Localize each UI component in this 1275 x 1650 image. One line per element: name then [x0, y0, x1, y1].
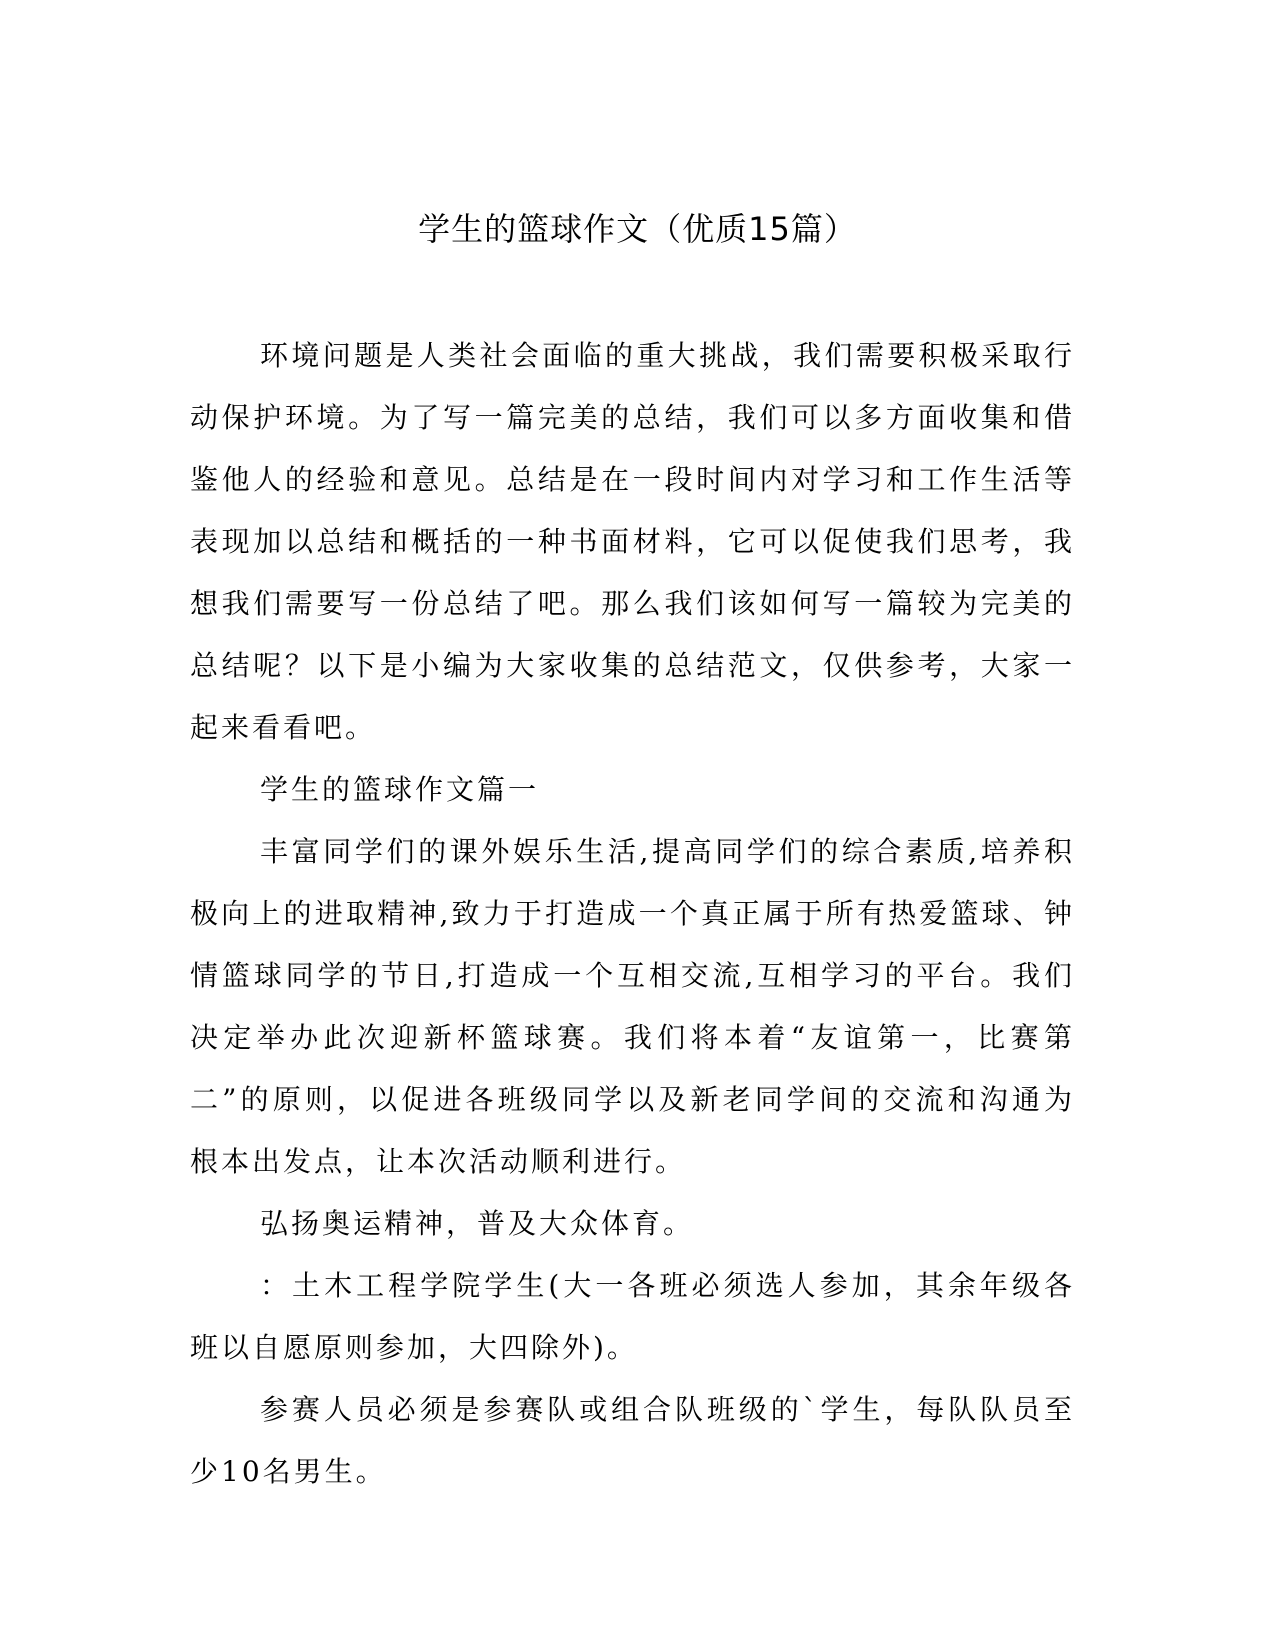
paragraph-requirements: 参赛人员必须是参赛队或组合队班级的`学生，每队队员至少10名男生。: [190, 1393, 1075, 1488]
section-heading: 学生的篮球作文篇一: [260, 773, 540, 806]
paragraph-intro: 环境问题是人类社会面临的重大挑战，我们需要积极采取行动保护环境。为了写一篇完美的总结，我们可以多方面收集和借鉴他人的经验和意见。总结是在一段时间内对学习和工作生活等表现加以总结和概括的一种书面材料，它可以促使我们思考，我想我们需要写一份总结了吧。那么我们该如何写一篇较为完美的总结呢？以下是小编为大家收集的总结范文，仅供参考，大家一起来看看吧。: [190, 339, 1075, 744]
paragraph-theme: 弘扬奥运精神，普及大众体育。: [260, 1207, 695, 1240]
paragraph-purpose: 丰富同学们的课外娱乐生活,提高同学们的综合素质,培养积极向上的进取精神,致力于打造成一个真正属于所有热爱篮球、钟情篮球同学的节日,打造成一个互相交流,互相学习的平台。我们决定举办此次迎新杯篮球赛。我们将本着“友谊第一，比赛第二”的原则，以促进各班级同学以及新老同学间的交流和沟通为根本出发点，让本次活动顺利进行。: [190, 835, 1075, 1178]
document-title: 学生的篮球作文（优质15篇）: [418, 210, 857, 248]
paragraph-participants: ：土木工程学院学生(大一各班必须选人参加，其余年级各班以自愿原则参加，大四除外)。: [190, 1269, 1075, 1364]
document-body: [190, 325, 1075, 1503]
